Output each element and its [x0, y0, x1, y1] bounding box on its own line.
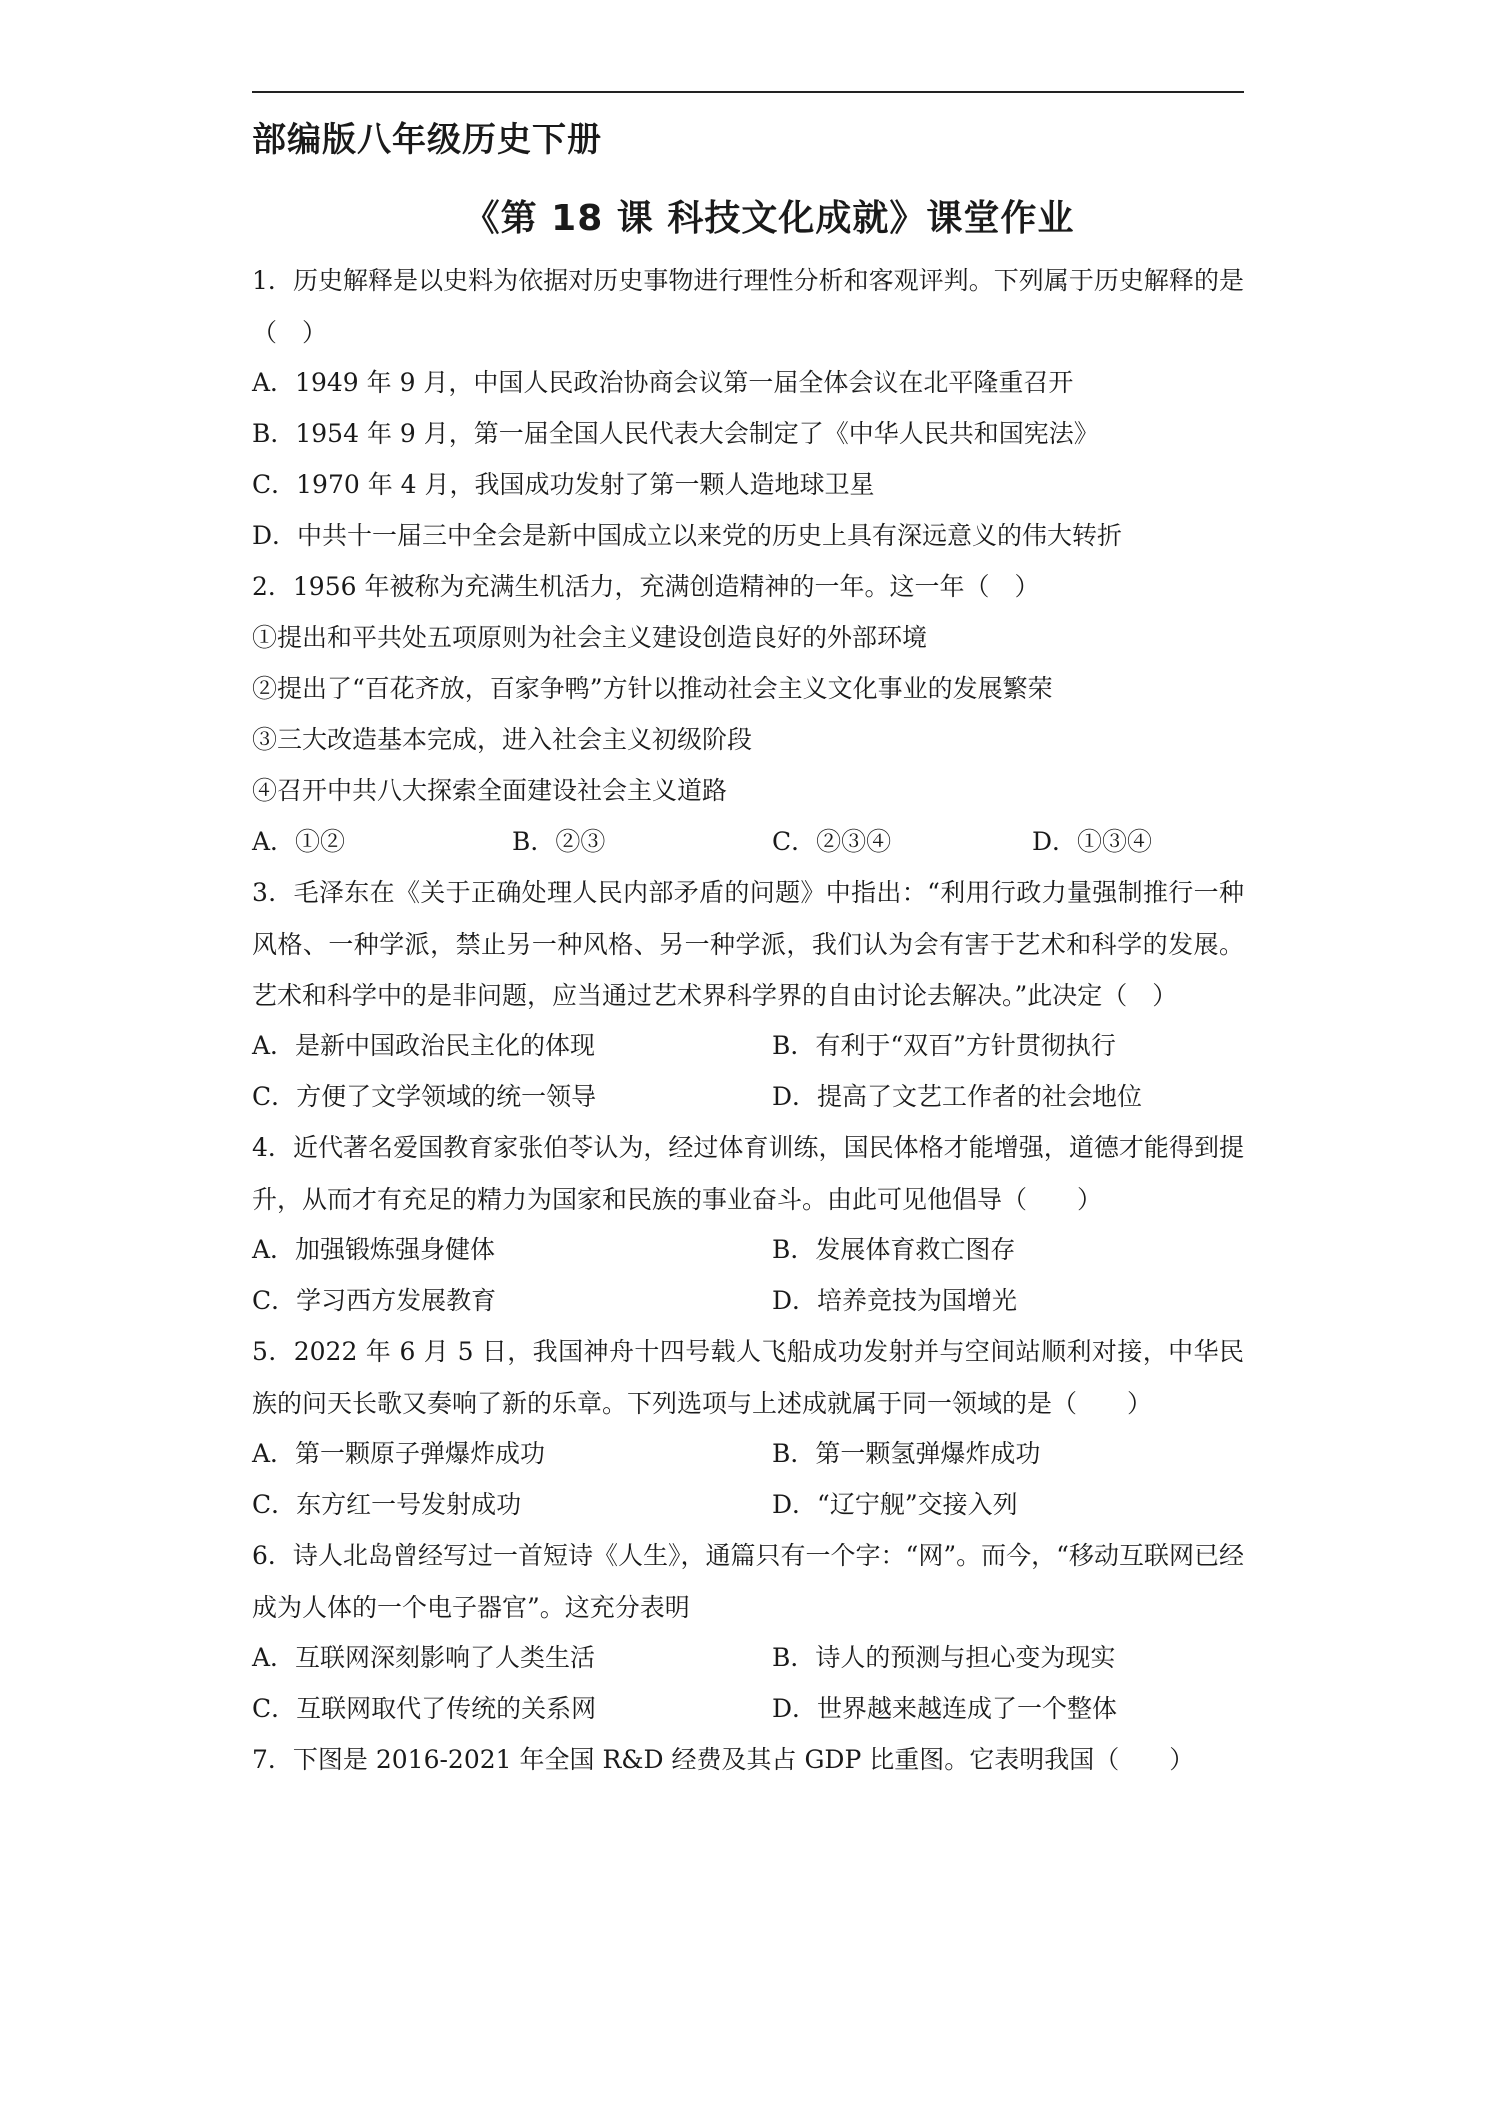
question-2-stem: 2．1956 年被称为充满生机活力，充满创造精神的一年。这一年（ ） — [252, 572, 1040, 601]
question-5-option-d[interactable]: D．“辽宁舰”交接入列 — [772, 1490, 1018, 1519]
question-6-option-d[interactable]: D．世界越来越连成了一个整体 — [772, 1694, 1118, 1723]
question-1-stem: 1．历史解释是以史料为依据对历史事物进行理性分析和客观评判。下列属于历史解释的是（ ） — [252, 266, 1244, 347]
question-3-option-b[interactable]: B．有利于“双百”方针贯彻执行 — [772, 1031, 1116, 1060]
question-2-option-a[interactable]: A．①② — [252, 827, 346, 856]
question-4-option-b[interactable]: B．发展体育救亡图存 — [772, 1235, 1016, 1264]
document-header: 部编版八年级历史下册 — [252, 120, 602, 160]
question-6-option-c[interactable]: C．互联网取代了传统的关系网 — [252, 1694, 597, 1723]
question-1-option-a[interactable]: A．1949 年 9 月，中国人民政治协商会议第一届全体会议在北平隆重召开 — [252, 368, 1074, 397]
question-4-option-d[interactable]: D．培养竞技为国增光 — [772, 1286, 1018, 1315]
question-5-option-a[interactable]: A．第一颗原子弹爆炸成功 — [252, 1439, 546, 1468]
question-2-statement-4: ④召开中共八大探索全面建设社会主义道路 — [252, 776, 728, 805]
question-5-stem: 5．2022 年 6 月 5 日，我国神舟十四号载人飞船成功发射并与空间站顺利对接，中华民族的问天长歌又奏响了新的乐章。下列选项与上述成就属于同一领域的是（ ） — [252, 1337, 1244, 1418]
question-2-option-b[interactable]: B．②③ — [512, 827, 606, 856]
question-2-option-d[interactable]: D．①③④ — [1032, 827, 1153, 856]
question-2-statement-2: ②提出了“百花齐放，百家争鸭”方针以推动社会主义文化事业的发展繁荣 — [252, 674, 1053, 703]
question-3-stem: 3．毛泽东在《关于正确处理人民内部矛盾的问题》中指出：“利用行政力量强制推行一种风格、一种学派，禁止另一种风格、另一种学派，我们认为会有害于艺术和科学的发展。艺术和科学中的是非问题，应当通过艺术界科学界的自由讨论去解决。”此决定（ ） — [252, 878, 1244, 1010]
question-6-option-b[interactable]: B．诗人的预测与担心变为现实 — [772, 1643, 1116, 1672]
question-4-stem: 4．近代著名爱国教育家张伯苓认为，经过体育训练，国民体格才能增强，道德才能得到提升，从而才有充足的精力为国家和民族的事业奋斗。由此可见他倡导（ ） — [252, 1133, 1244, 1214]
question-5-option-b[interactable]: B．第一颗氢弹爆炸成功 — [772, 1439, 1041, 1468]
question-1-option-b[interactable]: B．1954 年 9 月，第一届全国人民代表大会制定了《中华人民共和国宪法》 — [252, 419, 1099, 448]
question-1-option-c[interactable]: C．1970 年 4 月，我国成功发射了第一颗人造地球卫星 — [252, 470, 875, 499]
question-6-stem: 6．诗人北岛曾经写过一首短诗《人生》，通篇只有一个字：“网”。而今，“移动互联网已经成为人体的一个电子器官”。这充分表明 — [252, 1541, 1244, 1622]
question-3-option-d[interactable]: D．提高了文艺工作者的社会地位 — [772, 1082, 1143, 1111]
question-4-option-a[interactable]: A．加强锻炼强身健体 — [252, 1235, 496, 1264]
question-2-statement-3: ③三大改造基本完成，进入社会主义初级阶段 — [252, 725, 753, 754]
question-2-option-c[interactable]: C．②③④ — [772, 827, 892, 856]
lesson-title: 《第 18 课 科技文化成就》课堂作业 — [463, 198, 1075, 239]
question-7-stem: 7．下图是 2016-2021 年全国 R&D 经费及其占 GDP 比重图。它表明我国（ ） — [252, 1745, 1195, 1774]
question-6-option-a[interactable]: A．互联网深刻影响了人类生活 — [252, 1643, 596, 1672]
question-1-option-d[interactable]: D．中共十一届三中全会是新中国成立以来党的历史上具有深远意义的伟大转折 — [252, 521, 1123, 550]
question-4-option-c[interactable]: C．学习西方发展教育 — [252, 1286, 497, 1315]
question-2-statement-1: ①提出和平共处五项原则为社会主义建设创造良好的外部环境 — [252, 623, 928, 652]
question-3-option-a[interactable]: A．是新中国政治民主化的体现 — [252, 1031, 596, 1060]
header-rule — [252, 91, 1244, 93]
question-3-option-c[interactable]: C．方便了文学领域的统一领导 — [252, 1082, 597, 1111]
question-5-option-c[interactable]: C．东方红一号发射成功 — [252, 1490, 522, 1519]
